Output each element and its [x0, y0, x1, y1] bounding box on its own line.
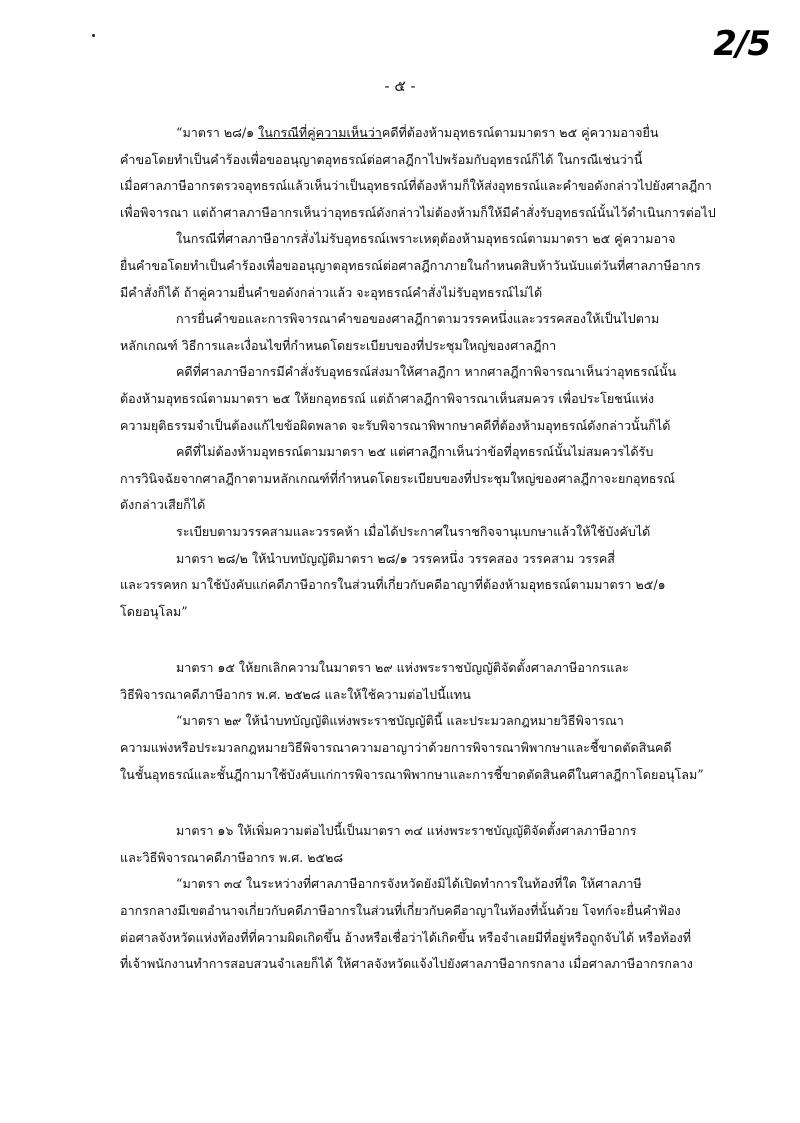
- paragraph-gap: [120, 625, 718, 655]
- paragraph-gap: [120, 788, 718, 818]
- text-line: [120, 120, 718, 147]
- text-line: “มาตรา ๒๙ ให้นำบทบัญญัติแห่งพระราชบัญญัตินี้ และประมวลกฎหมายวิธีพิจารณา: [176, 713, 624, 729]
- text-line: มาตรา ๒๘/๒ ให้นำบทบัญญัติมาตรา ๒๘/๑ วรรคหนึ่ง วรรคสอง วรรคสาม วรรคสี่: [176, 550, 615, 566]
- text-line: ในชั้นอุทธรณ์และชั้นฎีกามาใช้บังคับแก่การพิจารณาพิพากษาและการชี้ขาดตัดสินคดีในศาลฎีกาโดยอนุโลม”: [120, 766, 704, 782]
- text-line: และวรรคหก มาใช้บังคับแก่คดีภาษีอากรในส่วนที่เกี่ยวกับคดีอาญาที่ต้องห้ามอุทธรณ์ตามมาตรา ๒๕/๑: [120, 577, 666, 593]
- text-line: มาตรา ๑๖ ให้เพิ่มความต่อไปนี้เป็นมาตรา ๓๔ แห่งพระราชบัญญัติจัดตั้งศาลภาษีอากร: [176, 823, 637, 839]
- text-line: ความยุติธรรมจำเป็นต้องแก้ไขข้อผิดพลาด จะรับพิจารณาพิพากษาคดีที่ต้องห้ามอุทธรณ์ดังกล่าวนั้นก็ได้: [120, 417, 671, 433]
- text-line: คำขอโดยทำเป็นคำร้องเพื่อขออนุญาตอุทธรณ์ต่อศาลฎีกาไปพร้อมกับอุทธรณ์ก็ได้ ในกรณีเช่นว่านี้: [120, 151, 643, 167]
- underlined-text: ในกรณีที่คู่ความเห็นว่า: [258, 125, 382, 140]
- text-line: วิธีพิจารณาคดีภาษีอากร พ.ศ. ๒๕๒๘ และให้ใช้ความต่อไปนี้แทน: [120, 686, 471, 702]
- text-line: ในกรณีที่ศาลภาษีอากรสั่งไม่รับอุทธรณ์เพราะเหตุต้องห้ามอุทธรณ์ตามมาตรา ๒๕ คู่ความอาจ: [176, 231, 676, 247]
- text-segment: “มาตรา ๒๘/๑: [176, 125, 259, 140]
- scan-speck: [92, 34, 95, 37]
- text-segment: คดีที่ต้องห้ามอุทธรณ์ตามมาตรา ๒๕ คู่ความอาจยื่น: [381, 125, 659, 140]
- text-line: ความแพ่งหรือประมวลกฎหมายวิธีพิจารณาความอาญาว่าด้วยการพิจารณาพิพากษาและชี้ขาดตัดสินคดี: [120, 740, 672, 756]
- text-line: ต่อศาลจังหวัดแห่งท้องที่ที่ความผิดเกิดขึ้น อ้างหรือเชื่อว่าได้เกิดขึ้น หรือจำเลยมีที่อยู่หรือถูกจับได้ หรือท้องที่: [120, 929, 692, 945]
- text-line: ยื่นคำขอโดยทำเป็นคำร้องเพื่อขออนุญาตอุทธรณ์ต่อศาลฎีกาภายในกำหนดสิบห้าวันนับแต่วันที่ศาลภาษีอากร: [120, 257, 701, 273]
- text-line: มาตรา ๑๕ ให้ยกเลิกความในมาตรา ๒๙ แห่งพระราชบัญญัติจัดตั้งศาลภาษีอากรและ: [176, 660, 629, 676]
- handwritten-page-number: 2/5: [713, 24, 770, 64]
- text-line: คดีที่ศาลภาษีอากรมีคำสั่งรับอุทธรณ์ส่งมาให้ศาลฎีกา หากศาลฎีกาพิจารณาเห็นว่าอุทธรณ์นั้น: [176, 364, 677, 380]
- text-line: การวินิจฉัยจากศาลฎีกาตามหลักเกณฑ์ที่กำหนดโดยระเบียบของที่ประชุมใหญ่ของศาลฎีกาจะยกอุทธรณ์: [120, 470, 675, 486]
- text-line: อากรกลางมีเขตอำนาจเกี่ยวกับคดีภาษีอากรในส่วนที่เกี่ยวกับคดีอาญาในท้องที่นั้นด้วย โจทก์จะยื่นคำฟ้อง: [120, 903, 681, 919]
- text-line: คดีที่ไม่ต้องห้ามอุทธรณ์ตามมาตรา ๒๕ แต่ศาลฎีกาเห็นว่าข้อที่อุทธรณ์นั้นไม่สมควรได้รับ: [176, 444, 654, 460]
- page-number: - ๕ -: [384, 77, 416, 95]
- text-line: ที่เจ้าพนักงานทำการสอบสวนจำเลยก็ได้ ให้ศาลจังหวัดแจ้งไปยังศาลภาษีอากรกลาง เมื่อศาลภาษีอากรกลาง: [120, 956, 693, 972]
- text-line: “มาตรา ๓๔ ในระหว่างที่ศาลภาษีอากรจังหวัดยังมิได้เปิดทำการในท้องที่ใด ให้ศาลภาษี: [176, 876, 642, 892]
- text-line: ดังกล่าวเสียก็ได้: [120, 497, 206, 513]
- text-line: การยื่นคำขอและการพิจารณาคำขอของศาลฎีกาตามวรรคหนึ่งและวรรคสองให้เป็นไปตาม: [176, 311, 660, 327]
- text-line: เมื่อศาลภาษีอากรตรวจอุทธรณ์แล้วเห็นว่าเป็นอุทธรณ์ที่ต้องห้ามก็ให้ส่งอุทธรณ์และคำขอดังกล่าวไปยังศาลฎีกา: [120, 178, 712, 194]
- text-line: และวิธีพิจารณาคดีภาษีอากร พ.ศ. ๒๕๒๘: [120, 849, 344, 865]
- text-line: ระเบียบตามวรรคสามและวรรคห้า เมื่อได้ประกาศในราชกิจจานุเบกษาแล้วให้ใช้บังคับได้: [176, 523, 651, 539]
- document-body: [120, 120, 718, 978]
- text-line: เพื่อพิจารณา แต่ถ้าศาลภาษีอากรเห็นว่าอุทธรณ์ดังกล่าวไม่ต้องห้ามก็ให้มีคำสั่งรับอุทธรณ์นั้นไว้ดำเนินการต่อไป: [120, 204, 716, 220]
- text-line: ต้องห้ามอุทธรณ์ตามมาตรา ๒๕ ให้ยกอุทธรณ์ แต่ถ้าศาลฎีกาพิจารณาเห็นสมควร เพื่อประโยชน์แห่ง: [120, 390, 655, 406]
- text-line: โดยอนุโลม”: [120, 603, 188, 619]
- text-line: หลักเกณฑ์ วิธีการและเงื่อนไขที่กำหนดโดยระเบียบของที่ประชุมใหญ่ของศาลฎีกา: [120, 337, 557, 353]
- text-line: มีคำสั่งก็ได้ ถ้าคู่ความยื่นคำขอดังกล่าวแล้ว จะอุทธรณ์คำสั่งไม่รับอุทธรณ์ไม่ได้: [120, 284, 543, 300]
